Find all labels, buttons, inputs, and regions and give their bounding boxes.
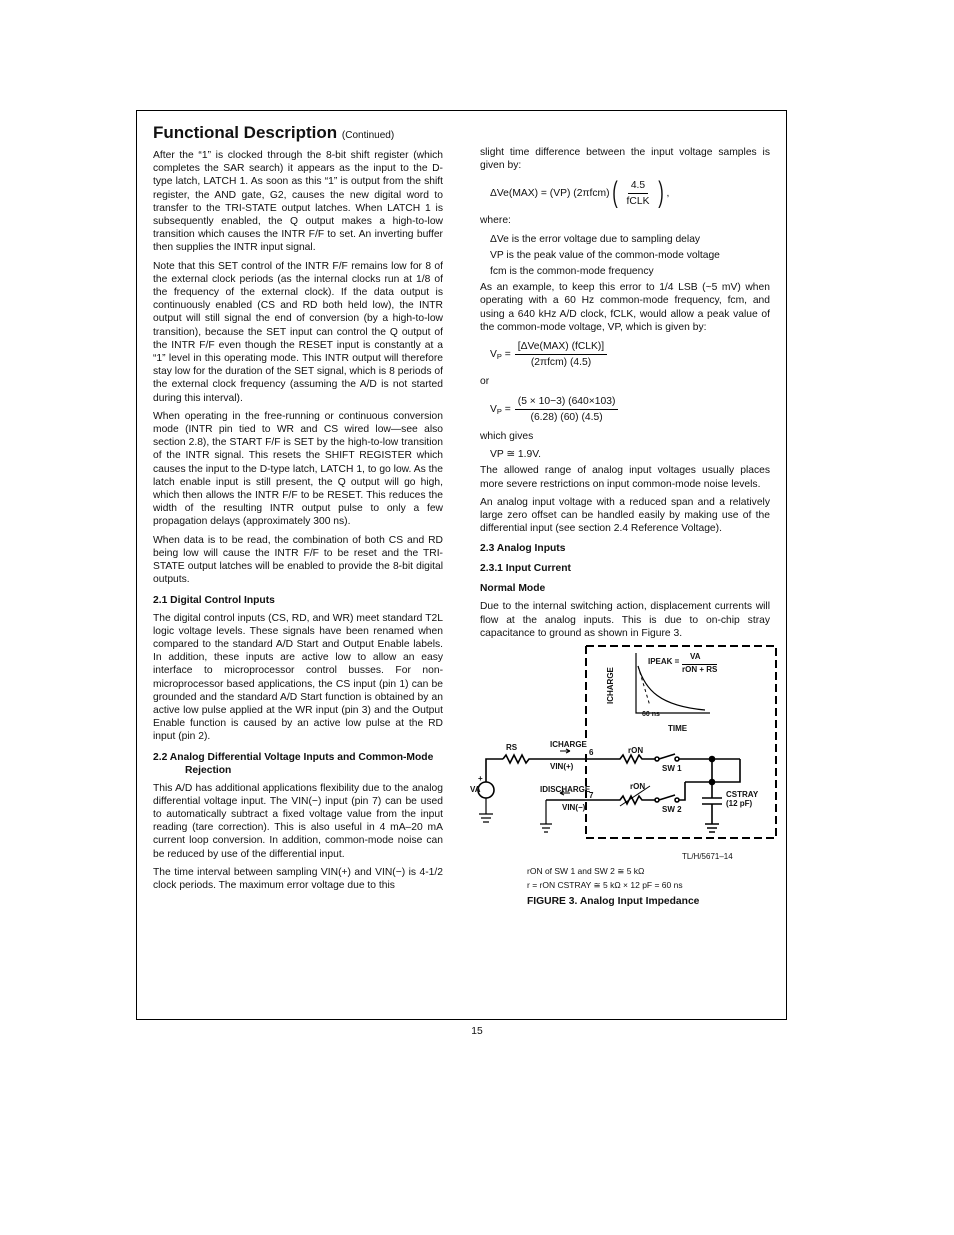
60ns-label: 60 ns — [642, 711, 660, 718]
paragraph: The digital control inputs (CS, RD, and WR) meet standard T2L logic voltage levels. These signals have been renamed when compared to the standard A/D Start and Output Enable labels. In addition, these inputs are active low to allow an easy interface to microprocessor control busses. For non-microprocessor based applications, the CS input (pin 1) can be grounded and the standard A/D Start function is obtained by an active low pulse applied at the WR input (pin 3) and the Output Enable function is caused by an active low pulse at the RD input (pin 2). — [153, 612, 443, 743]
definition: VP is the peak value of the common-mode voltage — [490, 249, 720, 261]
figure-note: r = rON CSTRAY ≅ 5 kΩ × 12 pF = 60 ns — [527, 880, 683, 890]
figure-note: rON of SW 1 and SW 2 ≅ 5 kΩ — [527, 866, 645, 876]
paragraph: When operating in the free-running or continuous conversion mode (INTR pin tied to WR and CS wired low—see also section 2.8), the START F/F is SET by the high-to-low transition of the INTR signal. This resets the SHIFT REGISTER which causes the input to the D-type latch, LATCH 1, to go low. As the latch enable input is still present, the Q output will go high, which then allows the INTR F/F to be RESET. This reduces the width of the resulting INTR output pulse to only a few propagation delays (approximately 300 ns). — [153, 410, 443, 528]
rs-label: RS — [506, 743, 518, 752]
pin7-label: 7 — [589, 791, 594, 800]
vin-plus-label: VIN(+) — [550, 762, 574, 771]
or-label: or — [480, 376, 490, 388]
figure-caption: FIGURE 3. Analog Input Impedance — [527, 896, 700, 907]
definition: ΔVe is the error voltage due to sampling delay — [490, 233, 701, 245]
which-gives-label: which gives — [480, 431, 534, 443]
subsection-heading: 2.3 Analog Inputs — [480, 543, 566, 555]
equation-vp-result: VP ≅ 1.9V. — [490, 449, 541, 461]
vin-minus-label: VIN(−) — [562, 803, 586, 812]
subsection-heading: 2.2 Analog Differential Voltage Inputs and Common-Mode Rejection — [153, 751, 434, 776]
subsection-heading: 2.1 Digital Control Inputs — [153, 594, 275, 606]
subsection-heading: Normal Mode — [480, 583, 546, 595]
paragraph: The time interval between sampling VIN(+) and VIN(−) is 4-1/2 clock periods. The maximum error voltage due to this — [153, 866, 443, 891]
paragraph: An analog input voltage with a reduced span and a relatively large zero offset can be handled easily by making use of the differential input (see section 2.4 Reference Voltage). — [480, 496, 770, 535]
paragraph: This A/D has additional applications flexibility due to the analog differential voltage input. The VIN(−) input (pin 7) can be used to automatically subtract a fixed voltage value from the input reading (tare correction). This is also useful in 4 mA–20 mA current loop conversion. In addition, common-mode noise can be reduced by use of the differential input. — [153, 782, 443, 860]
paragraph: slight time difference between the input voltage samples is given by: — [480, 147, 770, 172]
section-title: Functional Description (Continued) — [153, 123, 395, 142]
figure-id: TL/H/5671–14 — [682, 852, 733, 861]
circuit-diagram — [470, 638, 780, 843]
paragraph: Note that this SET control of the INTR F/F remains low for 8 of the external clock periods (as the internal clocks run at 1/8 of the frequency of the external clock). If the data output is continuously enabled (CS and RD both held low), the INTR output will still signal the end of conversion (by a high-to-low transition), because the SET input can control the Q output of the INTR F/F even though the RESET input is constantly at a “1” level in this operating mode. This INTR output will therefore stay low for the duration of the SET signal, which is 8 periods of the external clock frequency (assuming the A/D is not started during this interval). — [153, 260, 443, 404]
paragraph: As an example, to keep this error to 1/4 LSB (~5 mV) when operating with a 60 Hz common-mode frequency, fcm, and using a 640 kHz A/D clock, fCLK, would allow a peak value of the common-mode voltage, VP, which is given by: — [480, 282, 770, 333]
va-label: VA — [470, 785, 481, 794]
right-column — [480, 146, 770, 645]
page-number: 15 — [471, 1026, 483, 1037]
equation-vp-numeric: $V_P$ = $\frac{(5 \times 10-3) (640\times 103)}{(6.28) (60) (4.5)}$ — [490, 395, 770, 424]
ron-rs-denominator: rON + RS — [682, 665, 718, 674]
icharge-label: ICHARGE — [550, 740, 587, 749]
equation-error-voltage: ΔVe(MAX) = (VP) (2πfcm) ( $\frac{4.5}{\text{fCLK}}$ ) , — [490, 176, 670, 210]
figure-analog-input-impedance — [470, 638, 780, 843]
time-axis-label: TIME — [668, 724, 688, 733]
sw1-label: SW 1 — [662, 764, 682, 773]
subsection-heading: 2.3.1 Input Current — [480, 563, 571, 575]
where-label: where: — [480, 215, 511, 227]
plus-label: + — [478, 774, 483, 783]
sw2-label: SW 2 — [662, 805, 682, 814]
idischarge-label: IDISCHARGE — [540, 785, 591, 794]
paragraph: When data is to be read, the combination of both CS and RD being low will cause the INTR F/F to be reset and the TRI-STATE output latches will be enabled to provide the 8-bit digital outputs. — [153, 534, 443, 586]
icharge-axis-label: ICHARGE — [606, 667, 615, 704]
definition: fcm is the common-mode frequency — [490, 266, 654, 278]
paragraph: After the “1” is clocked through the 8-bit shift register (which completes the SAR search) it appears as the input to the D-type latch, LATCH 1. As soon as this “1” is output from the shift register, the AND gate, G2, causes the new digital word to transfer to the TRI-STATE output latches. When LATCH 1 is subsequently enabled, the Q output makes a high-to-low transition which causes the INTR F/F to set. An inverting buffer then supplies the INTR input signal. — [153, 150, 443, 254]
pin6-label: 6 — [589, 748, 594, 757]
paragraph: Due to the internal switching action, displacement currents will flow at the analog inputs. This is due to on-chip stray capacitance to ground as shown in Figure 3. — [480, 601, 770, 639]
left-column — [153, 124, 443, 897]
cstray-value: (12 pF) — [726, 799, 753, 808]
paragraph: The allowed range of analog input voltages usually places more severe restrictions on input common-mode noise levels. — [480, 465, 770, 490]
ipeak-label: IPEAK = — [648, 657, 680, 666]
cstray-label: CSTRAY — [726, 790, 759, 799]
ron1-label: rON — [628, 746, 644, 755]
va-numerator: VA — [690, 652, 701, 661]
equation-vp-general: $V_P$ = $\frac{\text{[ΔVe(MAX) (fCLK)]}}{\text{(2πfcm) (4.5)}}$ — [490, 340, 770, 369]
ron2-label: rON — [630, 782, 646, 791]
